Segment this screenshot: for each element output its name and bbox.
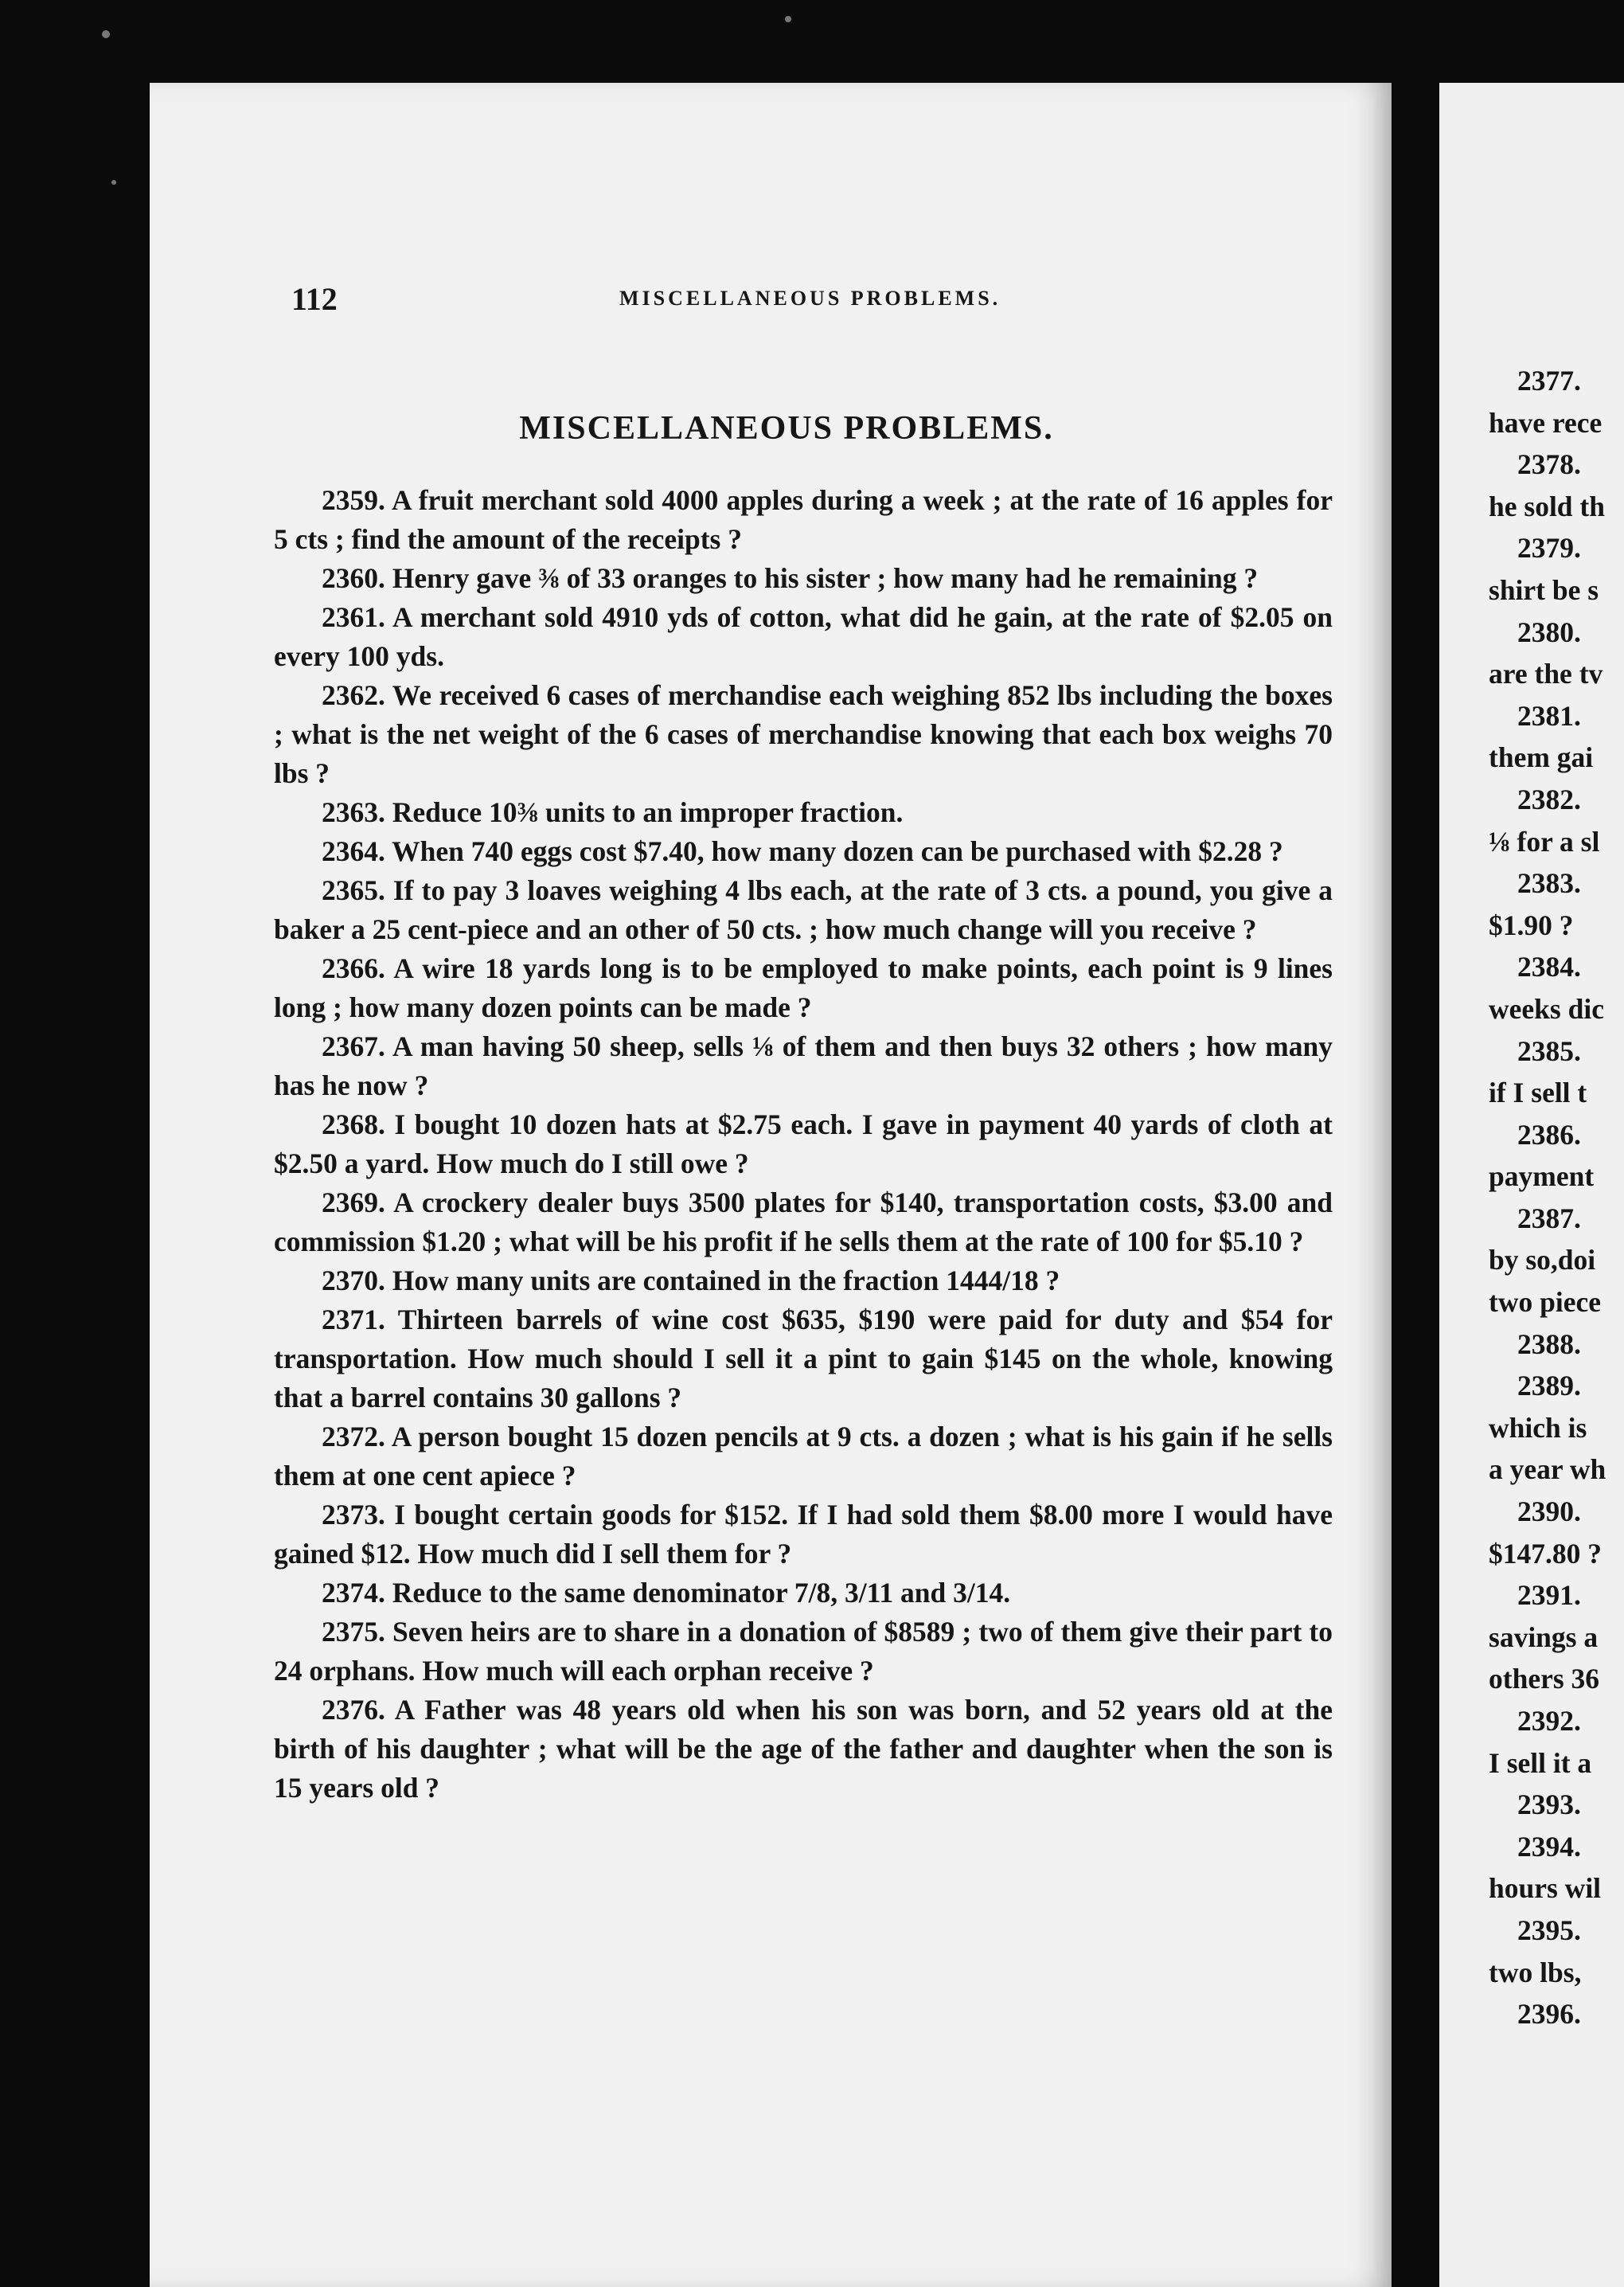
problem-item [274,1495,1333,1574]
right-page-line: 2389. [1517,1370,1581,1402]
right-page-line: them gai [1489,741,1594,774]
problem-item [274,1613,1333,1691]
problem-number: 2372. [322,1421,385,1452]
right-page-line: 2390. [1517,1495,1581,1528]
problem-text: A wire 18 yards long is to be employed to make points, each point is 9 lines long ; how many dozen points can be made ? [274,952,1333,1023]
left-page [150,83,1392,2287]
right-page-line: savings a [1489,1620,1599,1653]
page-number: 112 [291,281,338,317]
right-page-line: $147.80 ? [1489,1537,1602,1570]
right-page-line: 2380. [1517,616,1581,648]
problem-number: 2376. [322,1694,385,1726]
problem-item [274,1574,1333,1613]
dust-speck [785,16,791,22]
problem-number: 2364. [322,835,385,867]
problem-item [274,1027,1333,1105]
problem-number: 2363. [322,796,385,828]
right-page-line: two lbs, [1489,1956,1582,1988]
problem-text: A person bought 15 dozen pencils at 9 cts. a dozen ; what is his gain if he sells them at one cent apiece ? [274,1421,1333,1491]
problem-item [274,949,1333,1027]
section-title: MISCELLANEOUS PROBLEMS. [519,410,1054,447]
right-page-line: 2382. [1517,783,1581,815]
problem-text: A crockery dealer buys 3500 plates for $140, transportation costs, $3.00 and commission $1.20 ; what will be his profit if he sells them at the rate of 100 for $5.10 ? [274,1187,1333,1257]
right-page-line: shirt be s [1489,573,1599,606]
right-page-line: 2395. [1517,1914,1581,1946]
problem-text: A fruit merchant sold 4000 apples during a week ; at the rate of 16 apples for 5 cts ; find the amount of the receipts ? [274,484,1333,555]
problem-number: 2371. [322,1304,385,1335]
right-page-line: 2383. [1517,867,1581,900]
problem-text: Reduce 10⅜ units to an improper fraction. [385,796,904,828]
problem-item [274,1183,1333,1261]
problem-number: 2374. [322,1577,385,1609]
right-page-line: 2379. [1517,532,1581,565]
problem-text: I bought 10 dozen hats at $2.75 each. I gave in payment 40 yards of cloth at $2.50 a yard. How much do I still owe ? [274,1108,1333,1179]
problem-number: 2366. [322,952,385,984]
problem-text: When 740 eggs cost $7.40, how many dozen can be purchased with $2.28 ? [385,835,1283,867]
dust-speck [111,180,116,185]
problem-number: 2359. [322,484,385,516]
problem-list [274,481,1333,1808]
right-page-line: I sell it a [1489,1746,1592,1779]
problem-text: A merchant sold 4910 yds of cotton, what did he gain, at the rate of $2.05 on every 100 yds. [274,601,1333,672]
problem-number: 2367. [322,1030,385,1062]
right-page-line: 2381. [1517,699,1581,732]
problem-text: If to pay 3 loaves weighing 4 lbs each, at the rate of 3 cts. a pound, you give a baker a 25 cent-piece and an other of 50 cts. ; how much change will you receive ? [274,874,1333,945]
problem-number: 2375. [322,1616,385,1648]
right-page-line: 2377. [1517,365,1581,397]
right-page-line: payment [1489,1160,1595,1193]
problem-item [274,793,1333,832]
right-page-line: 2378. [1517,448,1581,481]
problem-number: 2362. [322,679,385,711]
problem-number: 2370. [322,1265,385,1296]
problem-text: Seven heirs are to share in a donation of $8589 ; two of them give their part to 24 orphans. How much will each orphan receive ? [274,1616,1333,1687]
right-page-line: others 36 [1489,1663,1600,1695]
right-page-line: 2396. [1517,1998,1581,2031]
problem-item [274,481,1333,559]
dust-speck [102,30,110,38]
right-page-line: two piece [1489,1286,1601,1319]
problem-text: How many units are contained in the fraction 1444/18 ? [385,1265,1060,1296]
right-page-line: 2394. [1517,1830,1581,1863]
right-page-line: 2384. [1517,951,1581,983]
problem-item [274,1691,1333,1808]
right-page-line: if I sell t [1489,1077,1587,1109]
problem-item [274,598,1333,676]
problem-item [274,871,1333,949]
problem-item [274,1300,1333,1417]
right-page-line: a year wh [1489,1453,1606,1486]
problem-number: 2369. [322,1187,385,1218]
problem-item [274,676,1333,793]
problem-text: Thirteen barrels of wine cost $635, $190 were paid for duty and $54 for transportation. How much should I sell it a pint to gain $145 on the whole, knowing that a barrel contains 30 gallons ? [274,1304,1333,1413]
right-page-line: ⅛ for a sl [1489,825,1600,858]
right-page-line: weeks dic [1489,992,1604,1025]
right-page-line: he sold th [1489,490,1605,522]
problem-item [274,1417,1333,1495]
right-page-line: 2392. [1517,1705,1581,1737]
right-page-line: which is [1489,1411,1587,1444]
right-page [1439,83,1624,2287]
right-page-line: by so,doi [1489,1244,1596,1276]
problem-number: 2365. [322,874,385,906]
right-page-line: 2391. [1517,1579,1581,1612]
right-page-line: 2393. [1517,1789,1581,1821]
problem-text: Henry gave ⅜ of 33 oranges to his sister ; how many had he remaining ? [385,562,1259,594]
right-page-line: 2385. [1517,1034,1581,1067]
problem-number: 2373. [322,1499,385,1531]
problem-item [274,1261,1333,1300]
right-page-line: 2387. [1517,1202,1581,1234]
problem-text: I bought certain goods for $152. If I had sold them $8.00 more I would have gained $12. How much did I sell them for ? [274,1499,1333,1570]
right-page-line: 2388. [1517,1327,1581,1360]
running-head [150,280,1392,320]
problem-item [274,559,1333,598]
right-page-line: are the tv [1489,658,1603,690]
problem-number: 2368. [322,1108,385,1140]
right-page-line: $1.90 ? [1489,909,1574,941]
problem-item [274,1105,1333,1183]
running-head-title: MISCELLANEOUS PROBLEMS. [619,287,1001,310]
right-page-line: hours wil [1489,1872,1602,1905]
problem-item [274,832,1333,871]
problem-text: We received 6 cases of merchandise each weighing 852 lbs including the boxes ; what is the net weight of the 6 cases of merchandise knowing that each box weighs 70 lbs ? [274,679,1333,789]
problem-text: A man having 50 sheep, sells ⅛ of them and then buys 32 others ; how many has he now ? [274,1030,1333,1101]
right-page-line: 2386. [1517,1118,1581,1151]
right-page-line: have rece [1489,406,1603,439]
problem-text: Reduce to the same denominator 7/8, 3/11 and 3/14. [385,1577,1011,1609]
problem-number: 2360. [322,562,385,594]
right-page-lines [1489,360,1624,2035]
problem-text: A Father was 48 years old when his son was born, and 52 years old at the birth of his daughter ; what will be the age of the father and daughter when the son is 15 years old ? [274,1694,1333,1804]
problem-number: 2361. [322,601,385,633]
